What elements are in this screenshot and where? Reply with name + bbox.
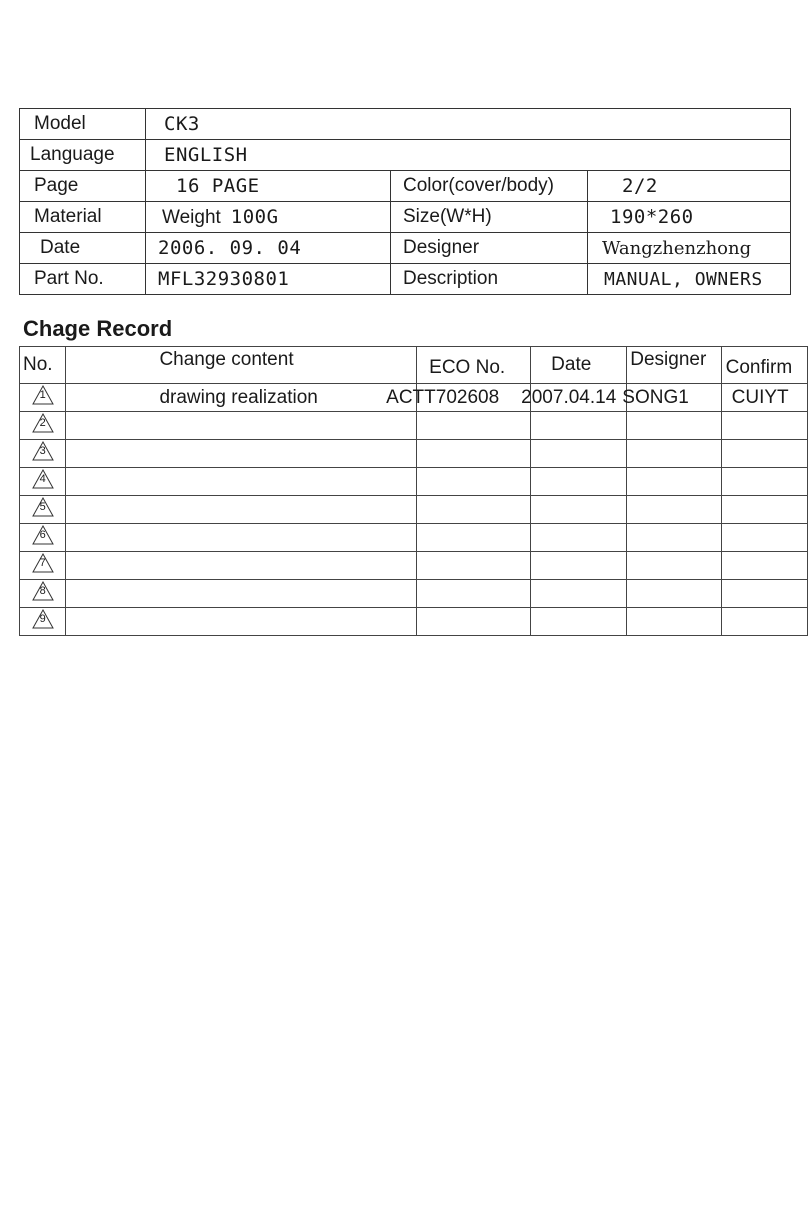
revision-triangle-icon bbox=[32, 469, 54, 489]
revision-triangle-icon bbox=[32, 581, 54, 601]
revision-triangle-icon bbox=[32, 497, 54, 517]
revision-number: 1 bbox=[39, 388, 46, 401]
size-value: 190*260 bbox=[588, 202, 791, 233]
change-row-date bbox=[531, 552, 627, 580]
change-row-designer bbox=[627, 468, 721, 496]
change-row bbox=[20, 384, 808, 412]
change-row-eco-no bbox=[417, 608, 531, 636]
weight-cell bbox=[146, 202, 391, 233]
change-row-designer bbox=[627, 552, 721, 580]
change-row-designer bbox=[627, 412, 721, 440]
change-row-date bbox=[531, 496, 627, 524]
change-row-confirm bbox=[721, 496, 807, 524]
revision-number: 6 bbox=[39, 528, 46, 541]
model-label: Model bbox=[20, 109, 146, 140]
change-row-content bbox=[66, 580, 417, 608]
change-row-date bbox=[531, 440, 627, 468]
change-row-no bbox=[20, 468, 66, 496]
language-value: ENGLISH bbox=[146, 140, 791, 171]
page-value: 16 PAGE bbox=[146, 171, 391, 202]
change-row-eco-no bbox=[417, 412, 531, 440]
header-no: No. bbox=[20, 347, 66, 384]
spec-row-partno bbox=[20, 264, 791, 295]
designer-value: Wangzhenzhong bbox=[588, 233, 791, 264]
change-row bbox=[20, 440, 808, 468]
revision-triangle-icon bbox=[32, 609, 54, 629]
change-row-no bbox=[20, 384, 66, 412]
revision-triangle-icon bbox=[32, 441, 54, 461]
revision-number: 8 bbox=[39, 584, 46, 597]
change-record-title: Chage Record bbox=[23, 316, 173, 341]
change-row-no bbox=[20, 524, 66, 552]
change-row-no bbox=[20, 412, 66, 440]
change-row-eco-no: ACTT702608 bbox=[386, 384, 500, 412]
designer-label: Designer bbox=[391, 233, 588, 264]
change-row bbox=[20, 552, 808, 580]
revision-number: 5 bbox=[39, 500, 46, 513]
change-row-designer bbox=[627, 608, 721, 636]
change-row-date bbox=[531, 580, 627, 608]
change-row-content bbox=[66, 552, 417, 580]
change-row bbox=[20, 468, 808, 496]
change-row-date: 2007.04.14 bbox=[521, 384, 617, 412]
change-row-content bbox=[66, 468, 417, 496]
change-row-confirm: CUIYT bbox=[721, 384, 807, 412]
color-value: 2/2 bbox=[588, 171, 791, 202]
change-row-designer bbox=[627, 440, 721, 468]
weight-label: Weight bbox=[162, 206, 221, 228]
spec-row-date bbox=[20, 233, 791, 264]
description-value: MANUAL, OWNERS bbox=[588, 264, 791, 295]
page-label: Page bbox=[20, 171, 146, 202]
spec-row-model bbox=[20, 109, 791, 140]
spec-row-page bbox=[20, 171, 791, 202]
change-row-designer bbox=[627, 580, 721, 608]
change-row bbox=[20, 412, 808, 440]
change-record-table bbox=[19, 346, 808, 636]
revision-number: 4 bbox=[39, 472, 46, 485]
weight-value: 100G bbox=[230, 205, 279, 228]
change-row-eco-no bbox=[417, 440, 531, 468]
change-row-date bbox=[531, 412, 627, 440]
revision-triangle-icon bbox=[32, 413, 54, 433]
change-row-content bbox=[66, 608, 417, 636]
revision-number: 2 bbox=[39, 416, 46, 429]
change-row-confirm bbox=[721, 524, 807, 552]
revision-triangle-icon bbox=[32, 553, 54, 573]
header-change-content: Change content bbox=[66, 347, 417, 384]
revision-triangle-icon bbox=[32, 385, 54, 405]
revision-number: 9 bbox=[39, 612, 46, 625]
change-row-eco-no bbox=[417, 524, 531, 552]
change-row-designer: SONG1 bbox=[622, 384, 716, 412]
change-row-confirm bbox=[721, 608, 807, 636]
date-label: Date bbox=[20, 233, 146, 264]
change-row-confirm bbox=[721, 412, 807, 440]
revision-number: 7 bbox=[39, 556, 46, 569]
change-row-designer bbox=[627, 496, 721, 524]
change-row-confirm bbox=[721, 580, 807, 608]
change-row-date bbox=[531, 524, 627, 552]
change-row-eco-no bbox=[417, 552, 531, 580]
change-row-eco-no bbox=[417, 496, 531, 524]
change-row-content bbox=[66, 440, 417, 468]
size-label: Size(W*H) bbox=[391, 202, 588, 233]
date-value: 2006. 09. 04 bbox=[146, 233, 391, 264]
change-row bbox=[20, 524, 808, 552]
change-header-row bbox=[20, 347, 808, 384]
change-row-content bbox=[66, 524, 417, 552]
change-row-no bbox=[20, 440, 66, 468]
header-date: Date bbox=[531, 347, 627, 384]
change-row-no bbox=[20, 496, 66, 524]
change-row-confirm bbox=[721, 440, 807, 468]
header-designer: Designer bbox=[627, 347, 721, 384]
change-row bbox=[20, 496, 808, 524]
spec-row-language bbox=[20, 140, 791, 171]
header-confirm: Confirm bbox=[721, 347, 807, 384]
change-row-eco-no bbox=[417, 468, 531, 496]
change-row-content bbox=[66, 496, 417, 524]
description-label: Description bbox=[391, 264, 588, 295]
change-row bbox=[20, 608, 808, 636]
change-row-eco-no bbox=[417, 580, 531, 608]
change-row-content bbox=[66, 412, 417, 440]
material-label: Material bbox=[20, 202, 146, 233]
model-value: CK3 bbox=[146, 109, 791, 140]
spec-row-material bbox=[20, 202, 791, 233]
language-label: Language bbox=[20, 140, 146, 171]
change-row-date bbox=[531, 468, 627, 496]
change-row-confirm bbox=[721, 552, 807, 580]
spec-table bbox=[19, 108, 791, 295]
change-row-no bbox=[20, 580, 66, 608]
change-row-confirm bbox=[721, 468, 807, 496]
revision-number: 3 bbox=[39, 444, 46, 457]
header-eco-no: ECO No. bbox=[417, 347, 531, 384]
partno-label: Part No. bbox=[20, 264, 146, 295]
change-row-date bbox=[531, 608, 627, 636]
change-row-no bbox=[20, 608, 66, 636]
change-row-content: drawing realization bbox=[66, 384, 417, 412]
change-row-designer bbox=[627, 524, 721, 552]
change-row bbox=[20, 580, 808, 608]
change-row-no bbox=[20, 552, 66, 580]
color-label: Color(cover/body) bbox=[391, 171, 588, 202]
revision-triangle-icon bbox=[32, 525, 54, 545]
partno-value: MFL32930801 bbox=[146, 264, 391, 295]
